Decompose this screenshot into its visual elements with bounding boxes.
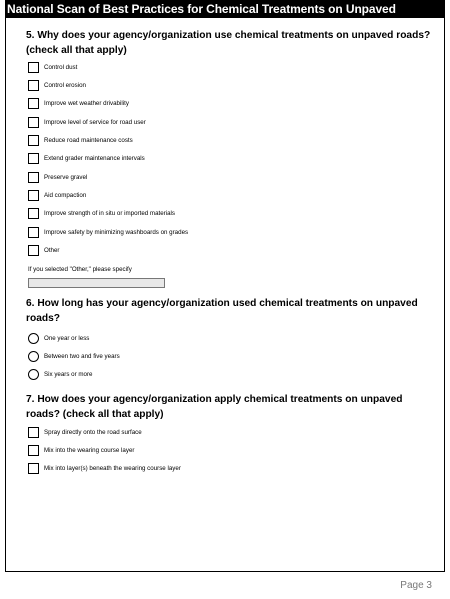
radio-button[interactable] xyxy=(28,369,39,380)
checkbox[interactable] xyxy=(28,117,39,128)
q5-option-improve-safety[interactable] xyxy=(28,226,188,239)
q5-option-level-of-service[interactable] xyxy=(28,116,146,129)
checkbox[interactable] xyxy=(28,427,39,438)
checkbox[interactable] xyxy=(28,208,39,219)
option-label: Extend grader maintenance intervals xyxy=(44,155,145,162)
page-number: Page 3 xyxy=(400,580,432,591)
radio-button[interactable] xyxy=(28,351,39,362)
option-label: Control erosion xyxy=(44,82,86,89)
option-label: Improve strength of in situ or imported materials xyxy=(44,210,176,217)
q5-option-grader-intervals[interactable] xyxy=(28,152,145,165)
option-label: Control dust xyxy=(44,64,78,71)
q6-option-two-to-five[interactable] xyxy=(28,350,120,363)
option-label: Improve wet weather drivability xyxy=(44,100,129,107)
radio-button[interactable] xyxy=(28,333,39,344)
option-label: Improve safety by minimizing washboards on grades xyxy=(44,229,189,236)
option-label: Spray directly onto the road surface xyxy=(44,429,142,436)
q5-option-other[interactable] xyxy=(28,244,59,257)
survey-header: National Scan of Best Practices for Chemical Treatments on Unpaved xyxy=(5,0,445,18)
q6-option-six-plus[interactable] xyxy=(28,368,92,381)
checkbox[interactable] xyxy=(28,190,39,201)
q5-option-improve-strength[interactable] xyxy=(28,207,175,220)
q7-option-mix-beneath[interactable] xyxy=(28,462,181,475)
other-specify-input[interactable] xyxy=(28,278,165,288)
option-label: One year or less xyxy=(44,335,90,342)
q5-option-aid-compaction[interactable] xyxy=(28,189,86,202)
q5-option-control-dust[interactable] xyxy=(28,61,77,74)
option-label: Reduce road maintenance costs xyxy=(44,137,133,144)
q7-option-spray[interactable] xyxy=(28,426,142,439)
checkbox[interactable] xyxy=(28,80,39,91)
option-label: Between two and five years xyxy=(44,353,120,360)
q5-option-reduce-costs[interactable] xyxy=(28,134,133,147)
q6-option-one-year[interactable] xyxy=(28,332,89,345)
option-label: Six years or more xyxy=(44,371,93,378)
option-label: Improve level of service for road user xyxy=(44,119,146,126)
checkbox[interactable] xyxy=(28,135,39,146)
checkbox[interactable] xyxy=(28,445,39,456)
checkbox[interactable] xyxy=(28,98,39,109)
option-label: Mix into layer(s) beneath the wearing course layer xyxy=(44,465,181,472)
question-5-title: 5. Why does your agency/organization use chemical treatments on unpaved roads? (check all that apply) xyxy=(26,30,431,56)
option-label: Preserve gravel xyxy=(44,174,88,181)
question-6-title: 6. How long has your agency/organization used chemical treatments on unpaved roads? xyxy=(26,298,418,324)
q5-option-preserve-gravel[interactable] xyxy=(28,171,87,184)
option-label: Other xyxy=(44,247,60,254)
checkbox[interactable] xyxy=(28,245,39,256)
other-specify-label: If you selected "Other," please specify xyxy=(28,266,132,273)
checkbox[interactable] xyxy=(28,172,39,183)
q7-option-mix-wearing[interactable] xyxy=(28,444,134,457)
question-7-title: 7. How does your agency/organization apply chemical treatments on unpaved roads? (check all that apply) xyxy=(26,394,403,420)
checkbox[interactable] xyxy=(28,153,39,164)
option-label: Aid compaction xyxy=(44,192,87,199)
checkbox[interactable] xyxy=(28,62,39,73)
q5-option-wet-weather[interactable] xyxy=(28,97,129,110)
option-label: Mix into the wearing course layer xyxy=(44,447,135,454)
q5-option-control-erosion[interactable] xyxy=(28,79,86,92)
checkbox[interactable] xyxy=(28,463,39,474)
checkbox[interactable] xyxy=(28,227,39,238)
